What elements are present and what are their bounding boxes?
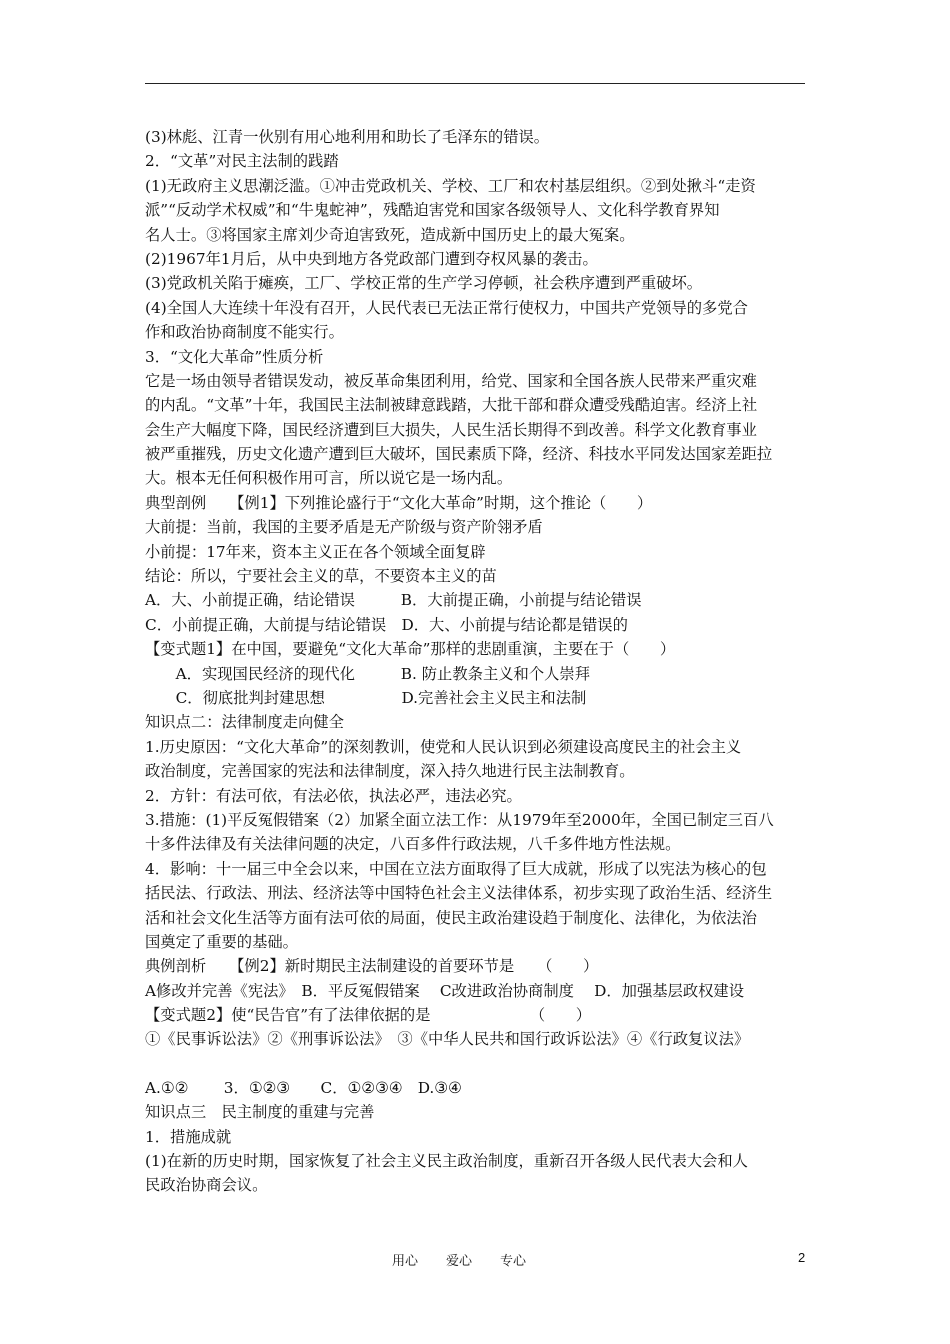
- text-line: A．实现国民经济的现代化 B. 防止教条主义和个人崇拜: [145, 664, 591, 683]
- text-line: 4．影响：十一届三中全会以来，中国在立法方面取得了巨大成就，形成了以宪法为核心的包: [145, 859, 767, 878]
- text-line: 小前提：17年来，资本主义正在各个领域全面复辟: [145, 542, 486, 561]
- text-line: [145, 1052, 810, 1076]
- footer-motto-1: 用心: [392, 1254, 419, 1269]
- text-line: 派”“反动学术权威”和“牛鬼蛇神”，残酷迫害党和国家各级领导人、文化科学教育界知: [145, 201, 720, 220]
- footer-motto-2: 爱心: [446, 1254, 473, 1269]
- text-line: 政治制度，完善国家的宪法和法律制度，深入持久地进行民主法制教育。: [145, 762, 635, 781]
- text-line: 被严重摧残，历史文化遗产遭到巨大破坏，国民素质下降，经济、科技水平同发达国家差距拉: [145, 445, 773, 464]
- text-line: 2．方针：有法可依，有法必依，执法必严，违法必究。: [145, 786, 522, 805]
- header-rule: [145, 83, 805, 84]
- text-line: 大。根本无任何积极作用可言，所以说它是一场内乱。: [145, 469, 513, 488]
- text-line: (2)1967年1月后，从中央到地方各党政部门遭到夺权风暴的袭击。: [145, 249, 598, 268]
- text-line: 3.措施：(1)平反冤假错案（2）加紧全面立法工作：从1979年至2000年，全国已制定三百八: [145, 810, 774, 829]
- text-line: 民政治协商会议。: [145, 1176, 268, 1195]
- text-line: 它是一场由领导者错误发动，被反革命集团利用，给党、国家和全国各族人民带来严重灾难: [145, 371, 757, 390]
- text-line: (3)林彪、江青一伙别有用心地利用和助长了毛泽东的错误。: [145, 128, 550, 146]
- text-line: ①《民事诉讼法》②《刑事诉讼法》 ③《中华人民共和国行政诉讼法》④《行政复议法》: [145, 1030, 750, 1049]
- text-line: C．彻底批判封建思想 D.完善社会主义民主和法制: [145, 688, 587, 707]
- text-line: 结论：所以，宁要社会主义的草，不要资本主义的苗: [145, 567, 497, 586]
- text-line: (1)在新的历史时期，国家恢复了社会主义民主政治制度，重新召开各级人民代表大会和人: [145, 1152, 748, 1171]
- page-number: 2: [798, 1250, 806, 1265]
- text-line: 大前提：当前，我国的主要矛盾是无产阶级与资产阶翎矛盾: [145, 518, 543, 537]
- text-line: (3)党政机关陷于瘫痪，工厂、学校正常的生产学习停顿，社会秩序遭到严重破坏。: [145, 274, 703, 293]
- text-line: A.①② 3．①②③ C．①②③④ D.③④: [145, 1078, 462, 1097]
- text-line: 3．“文化大革命”性质分析: [145, 347, 324, 366]
- page-footer: [0, 1250, 950, 1270]
- text-line: 知识点三 民主制度的重建与完善: [145, 1103, 375, 1122]
- text-line: A修改并完善《宪法》 B．平反冤假错案 C改进政治协商制度 D．加强基层政权建设: [145, 981, 745, 1000]
- text-line: 的内乱。“文革”十年，我国民主法制被肆意践踏，大批干部和群众遭受残酷迫害。经济上社: [145, 396, 758, 415]
- text-line: 2．“文革”对民主法制的践踏: [145, 152, 339, 171]
- text-line: 会生产大幅度下降，国民经济遭到巨大损失，人民生活长期得不到改善。科学文化教育事业: [145, 420, 757, 439]
- document-body: [145, 125, 810, 1198]
- text-line: 1.历史原因：“文化大革命”的深刻教训，使党和人民认识到必须建设高度民主的社会主义: [145, 737, 742, 756]
- text-line: 典型剖例 【例1】下列推论盛行于“文化大革命”时期，这个推论（ ）: [145, 493, 653, 512]
- text-line: 【变式题2】使“民告官”有了法律依据的是 （ ）: [145, 1006, 592, 1025]
- text-line: C．小前提正确，大前提与结论错误 D．大、小前提与结论都是错误的: [145, 615, 628, 634]
- footer-motto-3: 专心: [500, 1254, 527, 1269]
- text-line: 名人士。③将国家主席刘少奇迫害致死，造成新中国历史上的最大冤案。: [145, 225, 635, 244]
- text-line: 作和政治协商制度不能实行。: [145, 323, 344, 342]
- text-line: 活和社会文化生活等方面有法可依的局面，使民主政治建设趋于制度化、法律化，为依法治: [145, 908, 757, 927]
- text-line: 括民法、行政法、刑法、经济法等中国特色社会主义法律体系，初步实现了政治生活、经济生: [145, 884, 773, 903]
- text-line: (1)无政府主义思潮泛滥。①冲击党政机关、学校、工厂和农村基层组织。②到处揪斗“走资: [145, 176, 756, 195]
- text-line: 知识点二：法律制度走向健全: [145, 713, 344, 732]
- text-line: 国奠定了重要的基础。: [145, 932, 298, 951]
- text-line: 典例剖析 【例2】新时期民主法制建设的首要环节是 （ ）: [145, 957, 599, 976]
- text-line: 【变式题1】在中国，要避免“文化大革命”那样的悲剧重演，主要在于（ ）: [145, 640, 676, 659]
- footer-motto: [392, 1250, 554, 1269]
- text-line: A．大、小前提正确，结论错误 B．大前提正确，小前提与结论错误: [145, 591, 642, 610]
- text-line: 1．措施成就: [145, 1127, 232, 1146]
- text-line: (4)全国人大连续十年没有召开，人民代表已无法正常行使权力，中国共产党领导的多党合: [145, 298, 748, 317]
- text-line: 十多件法律及有关法律问题的决定，八百多件行政法规，八千多件地方性法规。: [145, 835, 681, 854]
